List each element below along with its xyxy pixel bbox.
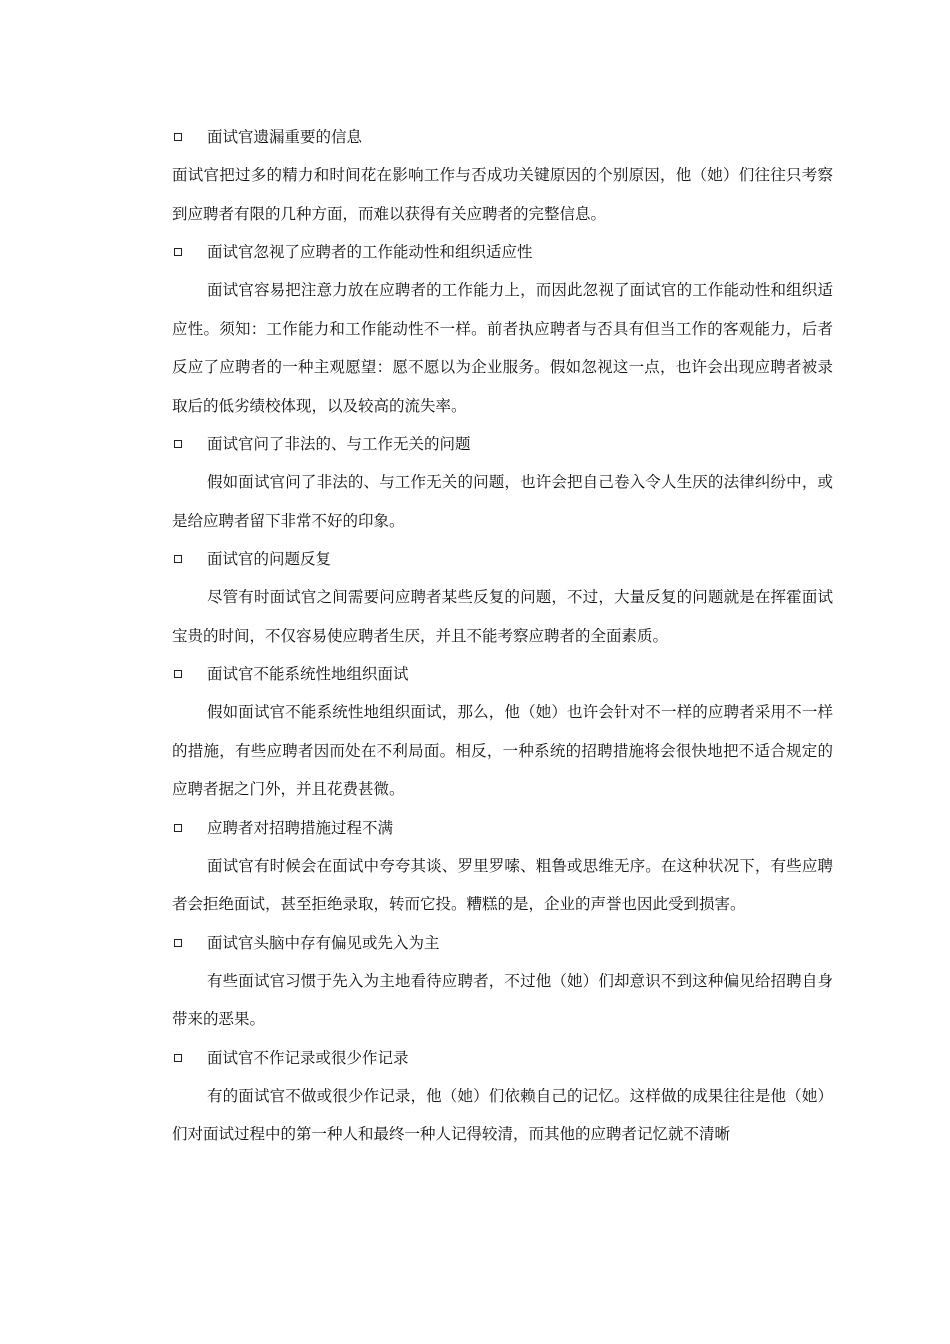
checkbox-square-icon [174, 248, 182, 256]
section-heading [172, 661, 833, 687]
section-heading-text: 应聘者对招聘措施过程不满 [207, 818, 394, 837]
section-paragraph: 面试官容易把注意力放在应聘者的工作能力上，而因此忽视了面试官的工作能动性和组织适应性。须知：工作能力和工作能动性不一样。前者执应聘者与否具有但当工作的客观能力，后者反应了应聘者的一种主观愿望：愿不愿以为企业服务。假如忽视这一点，也许会出现应聘者被录取后的低劣绩校体现，以及较高的流失率。 [172, 281, 833, 415]
section-paragraph: 有些面试官习惯于先入为主地看待应聘者，不过他（她）们却意识不到这种偏见给招聘自身带来的恶果。 [172, 971, 833, 1028]
section-heading-text: 面试官的问题反复 [207, 550, 332, 568]
section-heading-text: 面试官忽视了应聘者的工作能动性和组织适应性 [207, 243, 533, 261]
section-heading [172, 930, 833, 956]
section-paragraph: 尽管有时面试官之间需要问应聘者某些反复的问题，不过，大量反复的问题就是在挥霍面试宝贵的时间，不仅容易使应聘者生厌，并且不能考察应聘者的全面素质。 [172, 588, 833, 645]
checkbox-square-icon [174, 824, 182, 832]
checkbox-square-icon [174, 555, 182, 563]
section-paragraph: 有的面试官不做或很少作记录，他（她）们依赖自己的记忆。这样做的成果往往是他（她）们对面试过程中的第一种人和最终一种人记得较清，而其他的应聘者记忆就不清晰 [172, 1086, 833, 1143]
checkbox-square-icon [174, 1054, 182, 1062]
section-paragraph: 假如面试官不能系统性地组织面试，那么，他（她）也许会针对不一样的应聘者采用不一样的措施，有些应聘者因而处在不利局面。相反，一种系统的招聘措施将会很快地把不适合规定的应聘者据之门外，并且花费甚微。 [172, 703, 833, 798]
section-heading [172, 1045, 833, 1071]
section-heading [172, 546, 833, 572]
section-heading [172, 431, 833, 457]
section-heading-text: 面试官头脑中存有偏见或先入为主 [207, 933, 440, 952]
section-paragraph: 面试官把过多的精力和时间花在影响工作与否成功关键原因的个别原因，他（她）们往往只考察到应聘者有限的几种方面，而难以获得有关应聘者的完整信息。 [172, 166, 833, 223]
checkbox-square-icon [174, 133, 182, 141]
section-heading [172, 239, 833, 265]
section-heading [172, 815, 833, 841]
checkbox-square-icon [174, 440, 182, 448]
document-content [172, 124, 833, 1160]
section-paragraph: 假如面试官问了非法的、与工作无关的问题，也许会把自己卷入令人生厌的法律纠纷中，或是给应聘者留下非常不好的印象。 [172, 473, 833, 530]
section-heading-text: 面试官不能系统性地组织面试 [207, 665, 409, 683]
checkbox-square-icon [174, 939, 182, 947]
section-heading [172, 124, 833, 150]
section-heading-text: 面试官问了非法的、与工作无关的问题 [207, 435, 471, 453]
section-paragraph: 面试官有时候会在面试中夸夸其谈、罗里罗嗦、粗鲁或思维无序。在这种状况下，有些应聘者会拒绝面试，甚至拒绝录取，转而它投。糟糕的是，企业的声誉也因此受到损害。 [172, 856, 833, 913]
section-heading-text: 面试官不作记录或很少作记录 [207, 1048, 409, 1067]
section-heading-text: 面试官遗漏重要的信息 [207, 128, 363, 146]
checkbox-square-icon [174, 670, 182, 678]
